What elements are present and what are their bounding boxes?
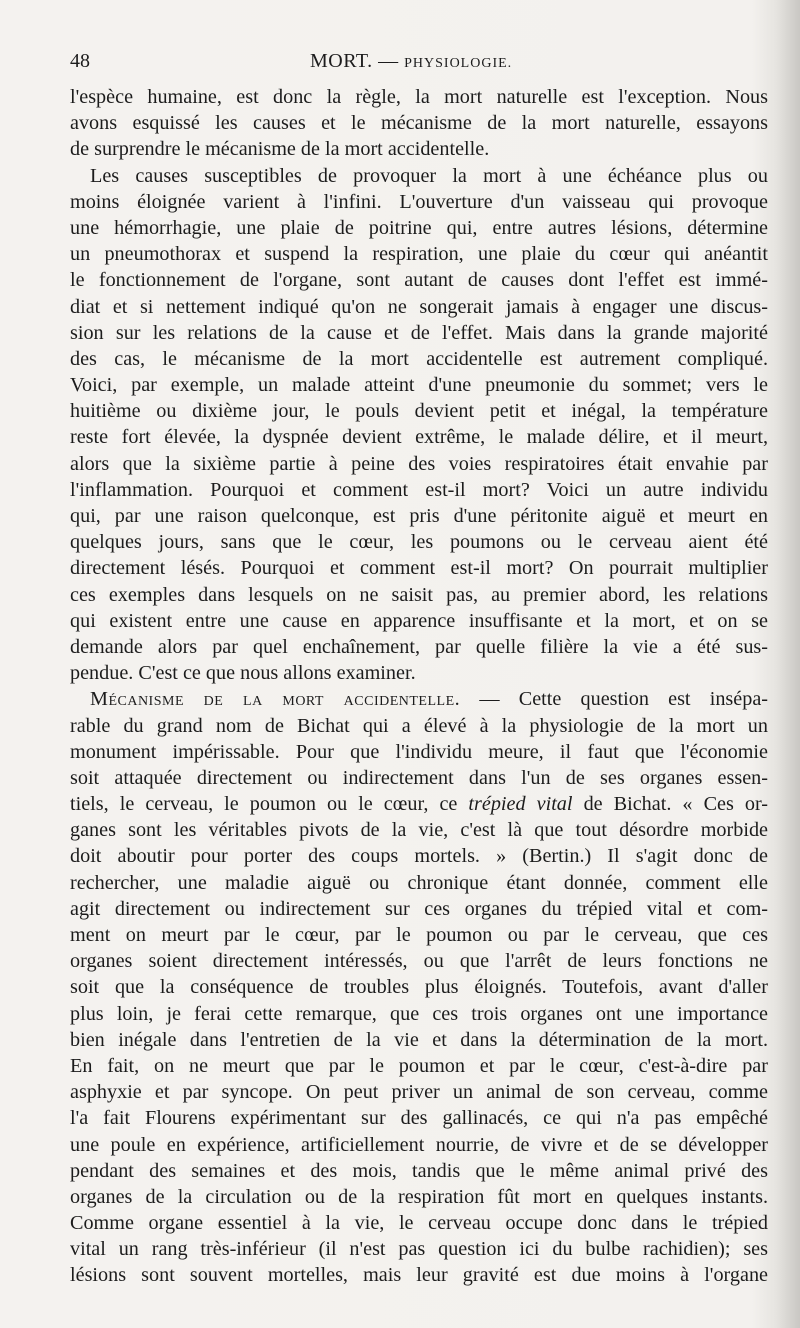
text-line: reste fort élevée, la dyspnée devient extrême, le malade délire, et il meurt, (70, 426, 768, 449)
text-line: lésions sont souvent mortelles, mais leur gravité est due moins à l'organe (70, 1264, 768, 1287)
text-line: une hémorrhagie, une plaie de poitrine qui, entre autres lésions, détermine (70, 216, 768, 239)
text-line: diat et si nettement indiqué qu'on ne songerait jamais à engager une discus- (70, 295, 768, 318)
text-line: un pneumothorax et suspend la respiration, une plaie du cœur qui anéantit (70, 243, 768, 266)
text-line: l'inflammation. Pourquoi et comment est-il mort? Voici un autre individu (70, 478, 768, 501)
line-part: de Bichat. « Ces or- (583, 793, 769, 816)
text-line: ment on meurt par le cœur, par le poumon ou par le cerveau, que ces (70, 924, 768, 946)
text-line: asphyxie et par syncope. On peut priver un animal de son cerveau, comme (70, 1081, 768, 1104)
text-line: bien inégale dans l'entretien de la vie et dans la détermination de la mort. (70, 1028, 768, 1051)
text-line: sion sur les relations de la cause et de l'effet. Mais dans la grande majorité (70, 321, 768, 344)
text-line: avons esquissé les causes et le mécanisme de la mort naturelle, essayons (70, 112, 768, 135)
text-line: Comme organe essentiel à la vie, le cerveau occupe donc dans le trépied (70, 1212, 768, 1235)
text-line: l'a fait Flourens expérimentant sur des gallinacés, ce qui n'a pas empêché (70, 1107, 768, 1130)
text-line: rechercher, une maladie aiguë ou chronique étant donnée, comment elle (70, 871, 768, 894)
text-line: directement lésés. Pourquoi et comment est-il mort? On pourrait multiplier (70, 557, 768, 580)
text-line: doit aboutir pour porter des coups mortels. » (Bertin.) Il s'agit donc de (70, 845, 768, 868)
text-line: plus loin, je ferai cette remarque, que ces trois organes ont une importance (70, 1002, 768, 1025)
heading-line-text: — Cette question est insépa- (479, 688, 769, 711)
text-line: quelques jours, sans que le cœur, les poumons ou le cerveau aient été (70, 531, 768, 554)
text-line: de surprendre le mécanisme de la mort accidentelle. (70, 138, 490, 161)
running-head-main: MORT. — (310, 50, 399, 72)
text-line: des cas, le mécanisme de la mort accidentelle est autrement compliqué. (70, 347, 768, 370)
text-line: organes soient directement intéressés, ou que l'arrêt de leurs fonctions ne (70, 950, 768, 973)
text-line: monument impérissable. Pour que l'individu meure, il faut que l'économie (70, 740, 768, 763)
text-line: ces exemples dans lesquels on ne saisit pas, au premier abord, les relations (70, 583, 768, 606)
text-line: le fonctionnement de l'organe, sont autant de causes dont l'effet est immé- (70, 269, 768, 292)
page-number: 48 (70, 50, 90, 72)
running-head (310, 50, 512, 73)
text-line: huitième ou dixième jour, le pouls devient petit et inégal, la température (70, 400, 768, 423)
text-line: une poule en expérience, artificiellement nourrie, de vivre et de se développer (70, 1133, 768, 1156)
text-line: agit directement ou indirectement sur ces organes du trépied vital et com- (70, 897, 768, 920)
line-part: tiels, le cerveau, le poumon ou le cœur, ce (70, 793, 458, 816)
text-line: alors que la sixième partie à peine des voies respiratoires était envahie par (70, 452, 768, 475)
text-line: demande alors par quel enchaînement, par quelle filière la vie a été sus- (70, 635, 768, 658)
text-line: l'espèce humaine, est donc la règle, la mort naturelle est l'exception. Nous (70, 86, 768, 108)
text-line: pendant des semaines et des mois, tandis que le même animal privé des (70, 1159, 768, 1182)
section-heading-line (70, 686, 768, 712)
text-line: En fait, on ne meurt que par le poumon et par le cœur, c'est-à-dire par (70, 1054, 768, 1077)
section-heading: Mécanisme de la mort accidentelle. (90, 688, 461, 711)
page-header (70, 50, 768, 76)
text-line: organes de la circulation ou de la respiration fût mort en quelques instants. (70, 1185, 768, 1208)
text-line: qui, par une raison quelconque, est pris d'une péritonite aiguë et meurt en (70, 505, 768, 527)
text-line: soit attaquée directement ou indirectement dans l'un de ses organes essen- (70, 766, 768, 789)
running-head-sub: PHYSIOLOGIE. (404, 56, 513, 71)
text-line: rable du grand nom de Bichat qui a élevé à la physiologie de la mort un (70, 714, 768, 737)
text-line: vital un rang très-inférieur (il n'est pas question ici du bulbe rachidien); ses (70, 1238, 768, 1261)
body-text (70, 84, 768, 1289)
text-line: pendue. C'est ce que nous allons examiner. (70, 662, 416, 685)
text-line: moins éloignée varient à l'infini. L'ouverture d'un vaisseau qui provoque (70, 190, 768, 213)
text-line: ganes sont les véritables pivots de la vie, c'est là que tout désordre morbide (70, 819, 768, 842)
paragraph-start-line: Les causes susceptibles de provoquer la mort à une échéance plus ou (90, 164, 768, 187)
emphasis-term: trépied vital (468, 793, 573, 816)
text-line: qui existent entre une cause en apparence insuffisante et la mort, et on se (70, 609, 768, 632)
text-line: soit que la conséquence de troubles plus éloignés. Toutefois, avant d'aller (70, 976, 768, 999)
text-line: Voici, par exemple, un malade atteint d'une pneumonie du sommet; vers le (70, 374, 768, 397)
text-line-with-emphasis (70, 791, 768, 817)
